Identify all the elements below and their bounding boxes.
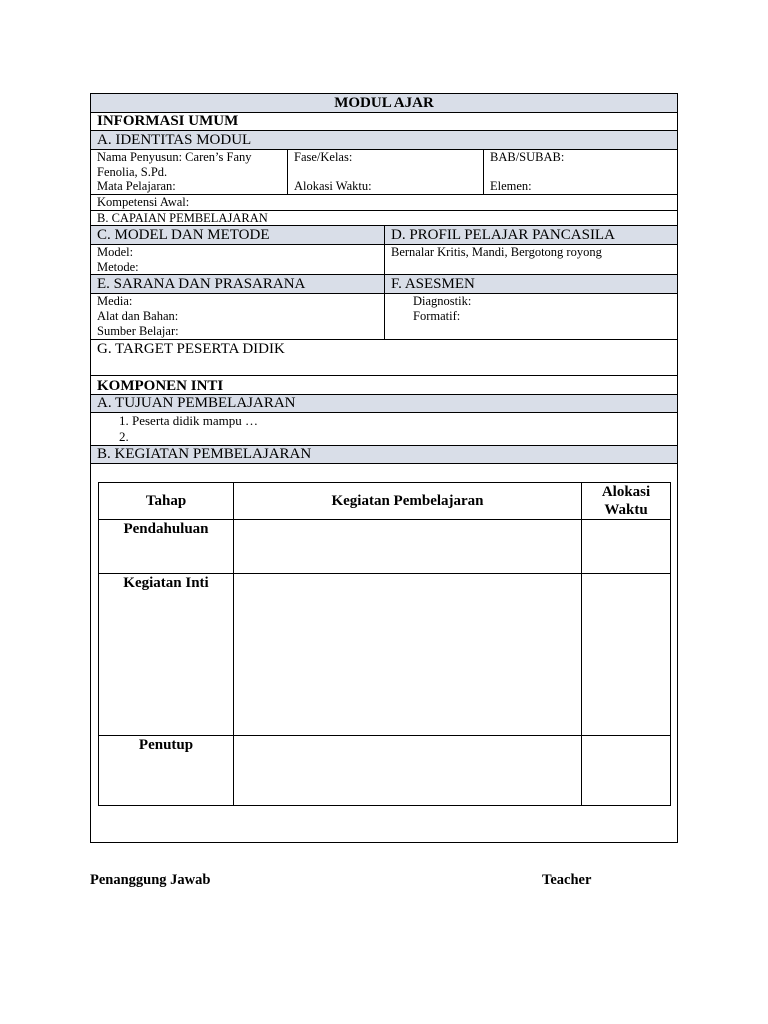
target-heading: G. TARGET PESERTA DIDIK [97, 341, 285, 357]
sarana-asesmen-header-row [91, 275, 677, 294]
informasi-umum-heading: INFORMASI UMUM [97, 113, 239, 129]
tujuan-list-row [91, 413, 677, 446]
alokasi-waktu-field: Alokasi Waktu: [294, 179, 372, 193]
tujuan-item: 2. [119, 429, 129, 444]
tujuan-item: 1. Peserta didik mampu … [119, 413, 259, 428]
title-row [91, 94, 677, 113]
alat-bahan-field: Alat dan Bahan: [97, 309, 179, 323]
tahap-penutup: Penutup [138, 737, 194, 753]
kegiatan-cell [233, 520, 581, 573]
kegiatan-heading: B. KEGIATAN PEMBELAJARAN [97, 446, 312, 462]
identitas-heading: A. IDENTITAS MODUL [97, 132, 252, 148]
identitas-col-2 [287, 150, 483, 194]
formatif-field: Formatif: [413, 309, 461, 323]
informasi-umum-row [91, 113, 677, 131]
model-field: Model: [97, 245, 134, 259]
komponen-inti-heading: KOMPONEN INTI [97, 378, 224, 394]
asesmen-heading: F. ASESMEN [391, 276, 475, 292]
signature-teacher: Teacher [542, 872, 592, 888]
nama-penyusun-field: Nama Penyusun: Caren’s Fany [97, 150, 252, 164]
table-row [99, 520, 670, 574]
bab-subab-field: BAB/SUBAB: [490, 150, 565, 164]
metode-field: Metode: [97, 260, 139, 274]
alokasi-cell [581, 520, 670, 573]
model-profil-row [91, 245, 677, 275]
media-field: Media: [97, 294, 133, 308]
capaian-heading: B. CAPAIAN PEMBELAJARAN [97, 211, 268, 225]
table-row [99, 574, 670, 736]
nama-penyusun-field-cont: Fenolia, S.Pd. [97, 165, 168, 179]
target-row [91, 340, 677, 376]
col-alokasi-header [581, 483, 670, 519]
identitas-fields-row [91, 150, 677, 195]
col-alokasi-label-cont: Waktu [604, 502, 648, 518]
profil-header-cell [384, 226, 677, 244]
kegiatan-header-row [91, 446, 677, 464]
modul-ajar-form [90, 93, 678, 843]
capaian-row [91, 211, 677, 226]
alokasi-cell [581, 574, 670, 735]
profil-value: Bernalar Kritis, Mandi, Bergotong royong [391, 245, 602, 259]
model-profil-header-row [91, 226, 677, 245]
sarana-cell [91, 294, 384, 339]
fase-kelas-field: Fase/Kelas: [294, 150, 353, 164]
kegiatan-cell [233, 736, 581, 805]
kegiatan-table-header [99, 483, 670, 520]
signature-penanggung-jawab: Penanggung Jawab [90, 872, 211, 888]
kegiatan-table [98, 482, 671, 806]
komponen-inti-row [91, 376, 677, 395]
tujuan-header-row [91, 395, 677, 413]
profil-heading: D. PROFIL PELAJAR PANCASILA [391, 227, 615, 243]
table-row [99, 736, 670, 805]
elemen-field: Elemen: [490, 179, 532, 193]
asesmen-header-cell [384, 275, 677, 293]
diagnostik-field: Diagnostik: [413, 294, 472, 308]
doc-title: MODUL AJAR [334, 95, 434, 111]
alokasi-cell [581, 736, 670, 805]
sarana-header-cell [91, 275, 384, 293]
kompetensi-awal-row [91, 195, 677, 211]
kompetensi-awal-field: Kompetensi Awal: [97, 195, 190, 209]
sarana-heading: E. SARANA DAN PRASARANA [97, 276, 306, 292]
asesmen-cell [384, 294, 677, 339]
identitas-header-row [91, 131, 677, 150]
identitas-col-1 [91, 150, 287, 194]
kegiatan-cell [233, 574, 581, 735]
tujuan-heading: A. TUJUAN PEMBELAJARAN [97, 395, 296, 411]
model-metode-cell [91, 245, 384, 274]
sarana-asesmen-row [91, 294, 677, 340]
identitas-col-3 [483, 150, 677, 194]
col-tahap-header: Tahap [145, 493, 187, 509]
sumber-belajar-field: Sumber Belajar: [97, 324, 179, 338]
tahap-pendahuluan: Pendahuluan [123, 521, 209, 537]
col-alokasi-label: Alokasi [601, 484, 651, 500]
mata-pelajaran-field: Mata Pelajaran: [97, 179, 176, 193]
model-metode-header-cell [91, 226, 384, 244]
profil-cell [384, 245, 677, 274]
model-metode-heading: C. MODEL DAN METODE [97, 227, 270, 243]
col-kegiatan-header: Kegiatan Pembelajaran [233, 483, 581, 519]
tahap-kegiatan-inti: Kegiatan Inti [123, 575, 209, 591]
